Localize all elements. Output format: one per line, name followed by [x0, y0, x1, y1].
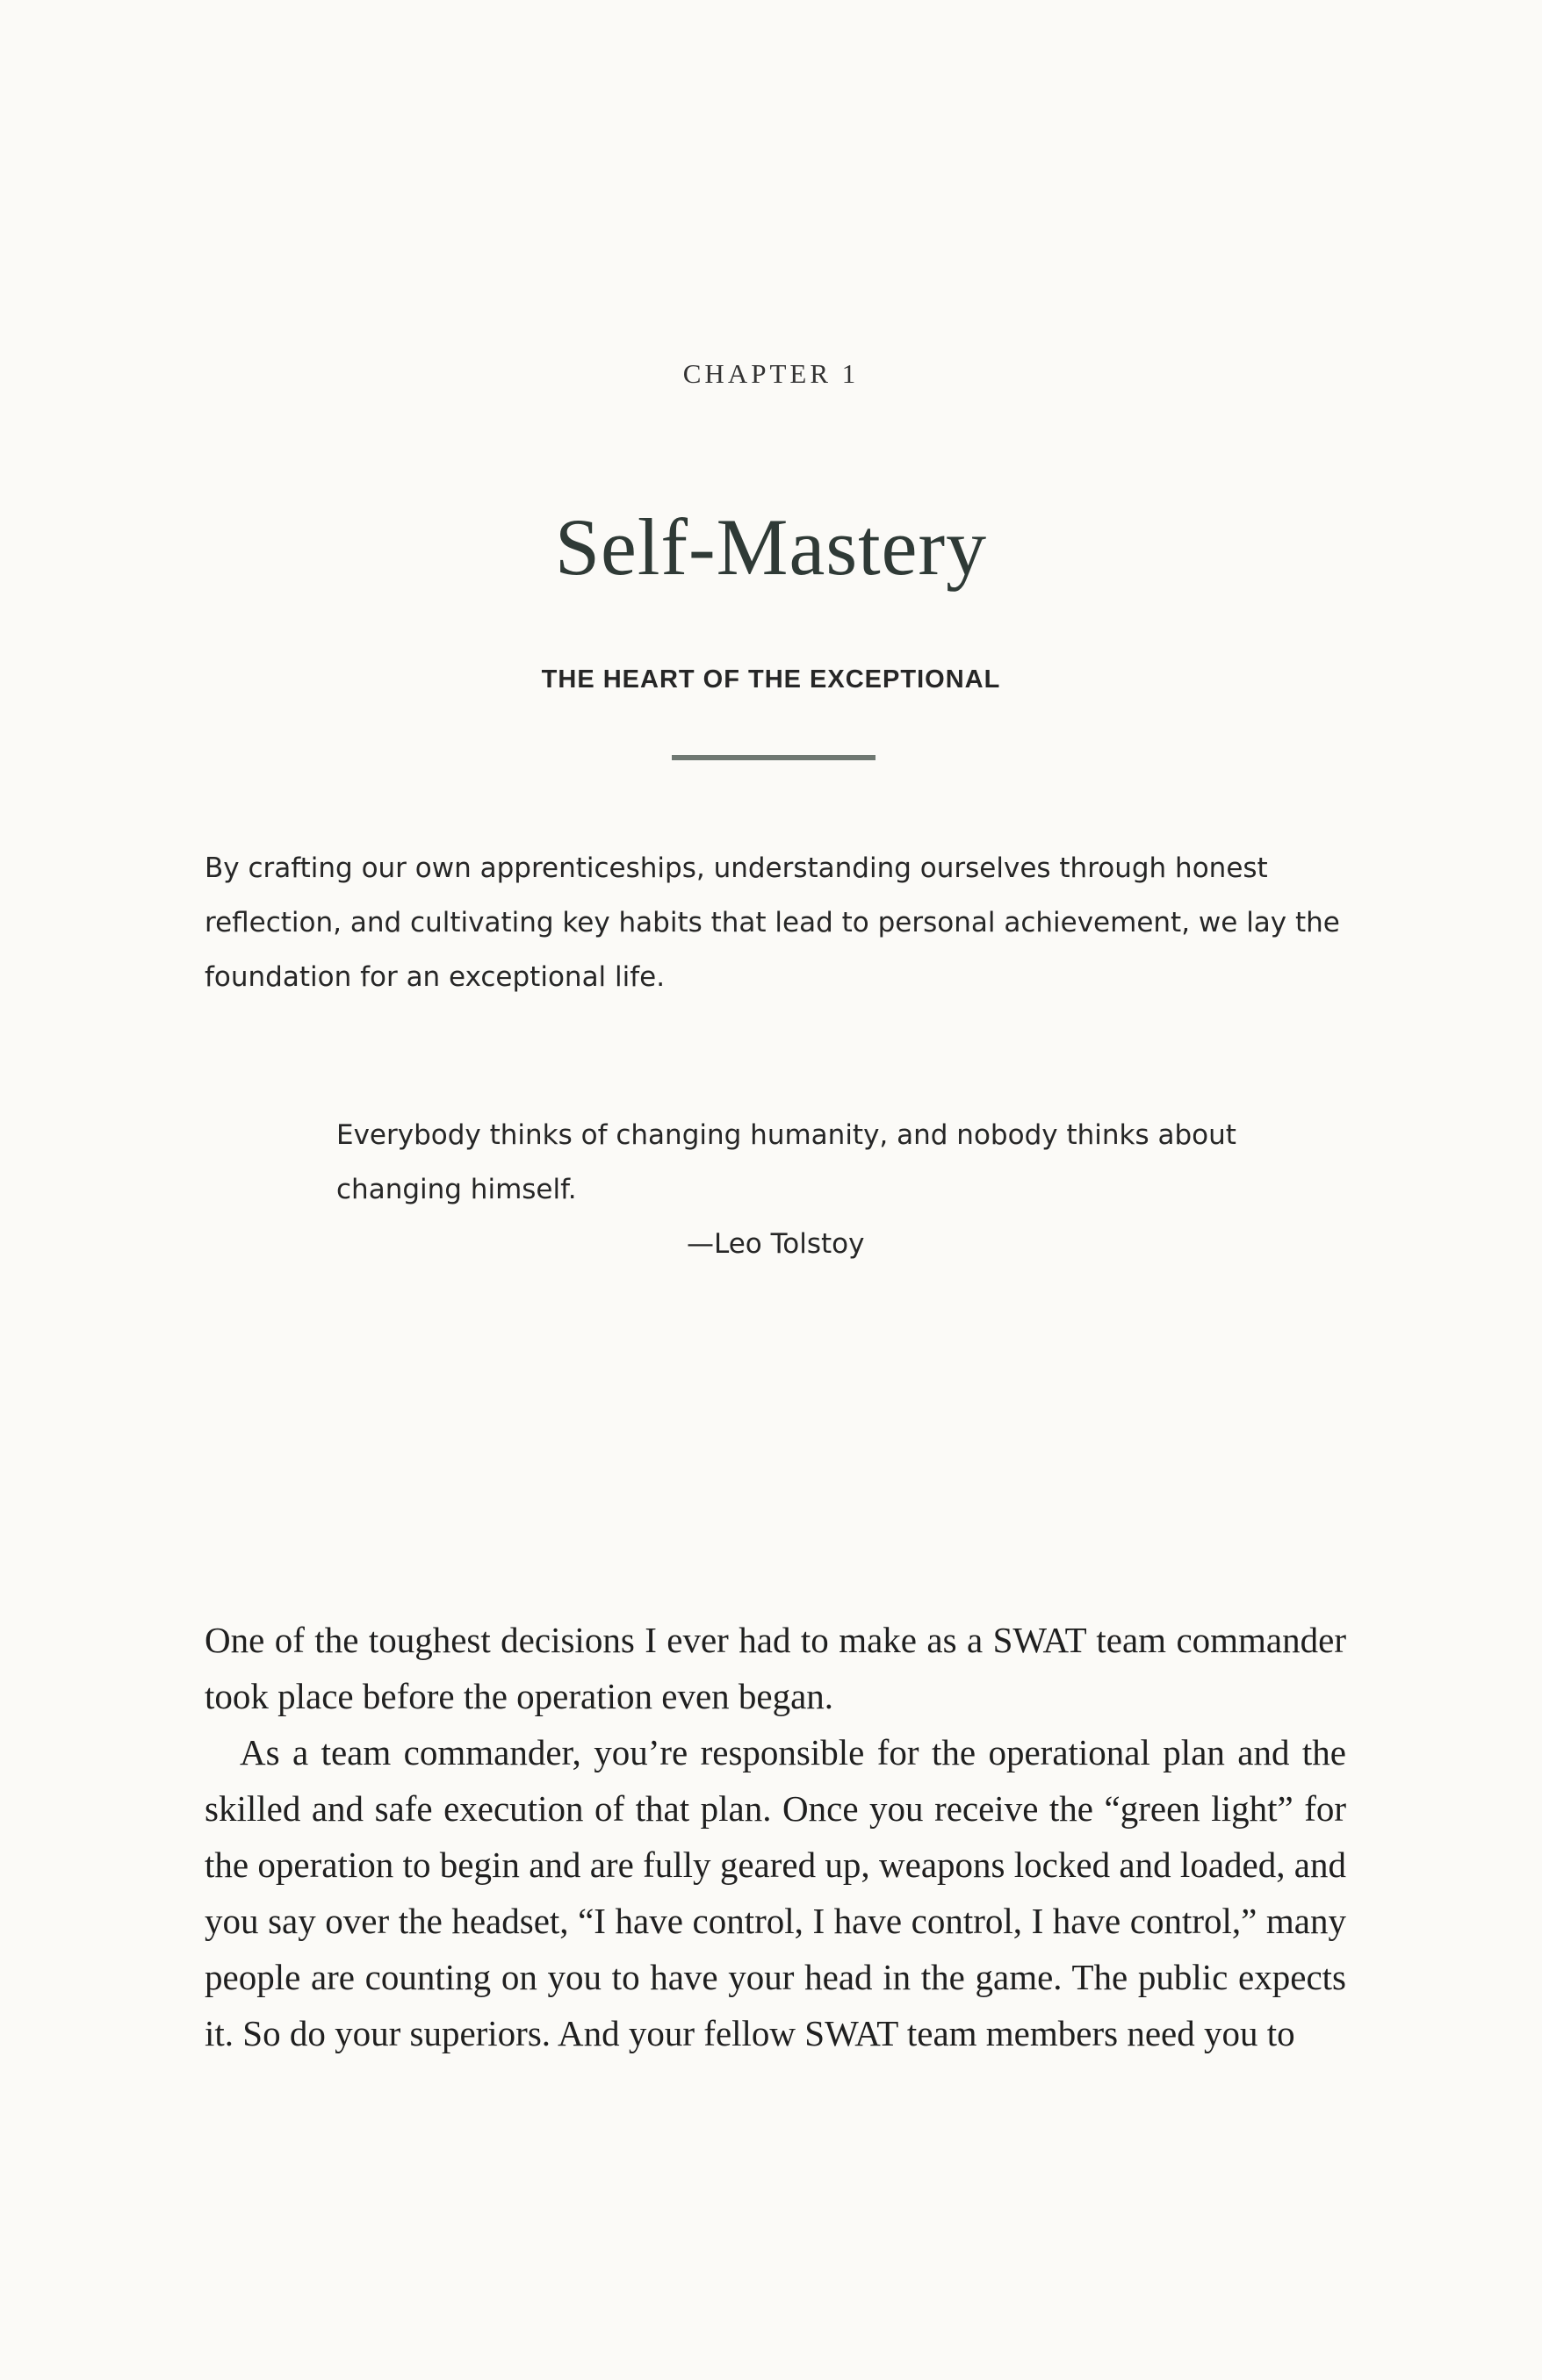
epigraph-quote: Everybody thinks of changing humanity, and nobody thinks about changing himself. — [336, 1119, 1236, 1205]
epigraph-attribution: —Leo Tolstoy — [687, 1228, 865, 1260]
body-text — [205, 1612, 1346, 2061]
divider-rule — [672, 755, 875, 760]
chapter-intro: By crafting our own apprenticeships, understanding ourselves through honest reflection, and cultivating key habits that lead to personal achievement, we lay the foundation for an exceptional life. — [205, 852, 1340, 993]
chapter-label: CHAPTER 1 — [682, 358, 860, 389]
chapter-subtitle: THE HEART OF THE EXCEPTIONAL — [541, 665, 1001, 694]
body-paragraph-2: As a team commander, you’re responsible for the operational plan and the skilled and safe execution of that plan. Once you receive the “green light” for the operation to begin and are fully geared up, weapons locked and loaded, and you say over the headset, “I have control, I have control, I have control,” many people are counting on you to have your head in the game. The public expects it. So do your superiors. And your fellow SWAT team members need you to — [205, 1732, 1346, 2053]
body-paragraph-1: One of the toughest decisions I ever had to make as a SWAT team commander took place before the operation even began. — [205, 1620, 1346, 1716]
chapter-title: Self-Mastery — [554, 502, 988, 592]
